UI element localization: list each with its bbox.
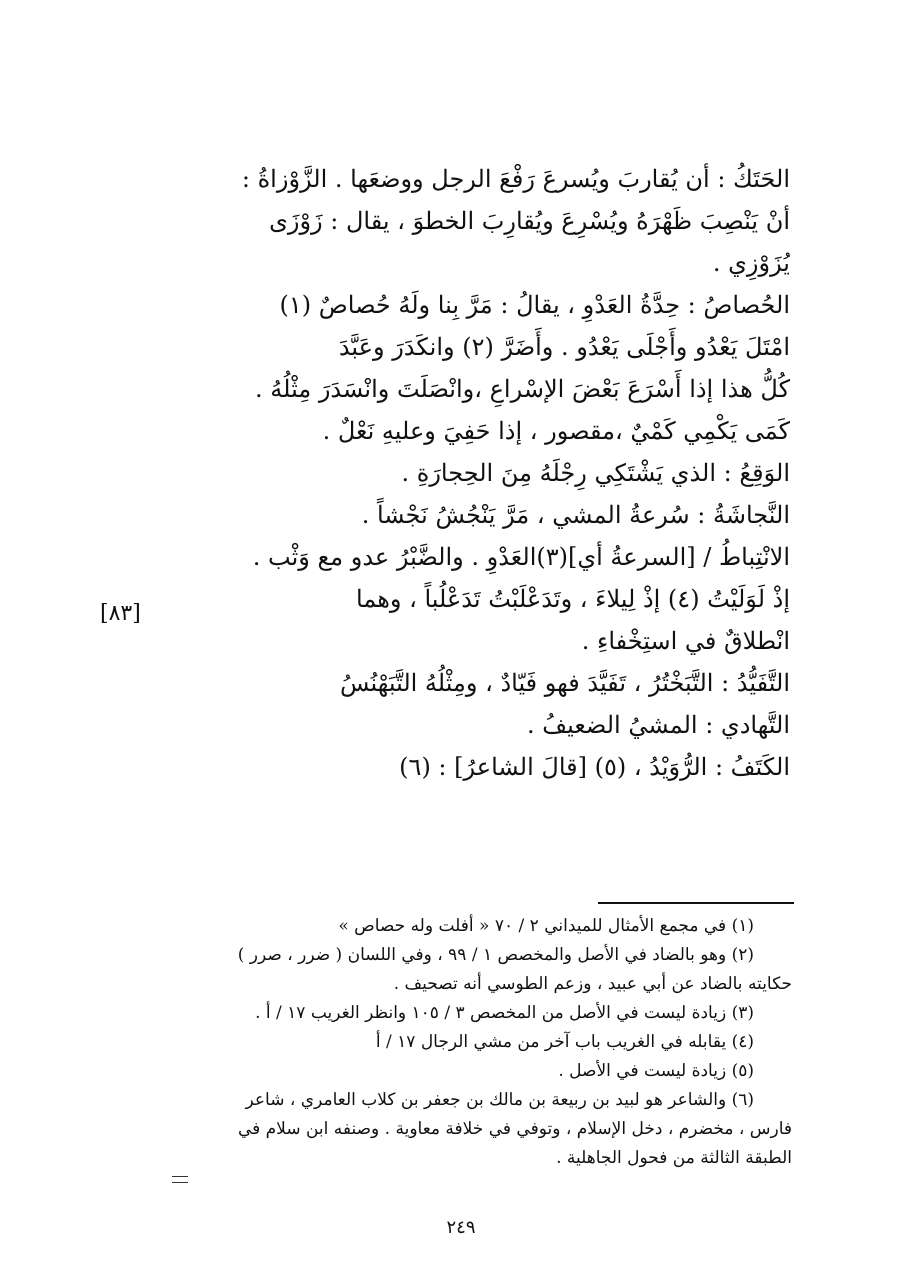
text-line: كُلُّ هذا إذا أَسْرَعَ بَعْضَ الإسْراعِ ،وانْصَلَتَ وانْسَدَرَ مِثْلُهُ . — [255, 375, 790, 403]
text-line: التَّهادي : المشيُ الضعيفُ . — [526, 711, 790, 739]
manuscript-folio-marker: [٨٣] — [100, 601, 141, 626]
text-line: الحَتَكُ : أن يُقاربَ ويُسرعَ رَفْعَ الرجل ووضعَها . الزَّوْزاةُ : — [241, 165, 790, 193]
text-line: يُزَوْزِي . — [712, 249, 790, 277]
text-line: أنْ يَنْصِبَ ظَهْرَهُ ويُسْرِعَ ويُقارِبَ الخطوَ ، يقال : زَوْزَى — [269, 207, 790, 235]
footnote: (٦) والشاعر هو لبيد بن ربيعة بن مالك بن جعفر بن كلاب العامري ، شاعر — [245, 1090, 754, 1110]
main-text-block — [175, 158, 790, 788]
footnote-continuation: فارس ، مخضرم ، دخل الإسلام ، وتوفي في خلافة معاوية . وصنفه ابن سلام في — [237, 1119, 792, 1139]
footnotes-block — [172, 912, 792, 1173]
text-line: الحُصاصُ : حِدَّةُ العَدْوِ ، يقالُ : مَرَّ بِنا ولَهُ حُصاصٌ (١) — [279, 291, 790, 319]
text-line: النَّجاشَةُ : سُرعةُ المشي ، مَرَّ يَنْجُشُ نَجْشاً . — [361, 501, 790, 529]
footnote: (٢) وهو بالضاد في الأصل والمخصص ١ / ٩٩ ، وفي اللسان ( ضرر ، صرر ) — [237, 945, 754, 965]
footnote-continuation: الطبقة الثالثة من فحول الجاهلية . — [556, 1148, 792, 1168]
footnote: (٥) زيادة ليست في الأصل . — [558, 1061, 754, 1081]
footnote: (٤) يقابله في الغريب باب آخر من مشي الرجال ١٧ / أ — [375, 1032, 754, 1052]
text-line: التَّفَيُّدُ : التَّبَخْتُرُ ، تَفَيَّدَ فهو فَيّادٌ ، ومِثْلُهُ التَّبَهْنُسُ — [339, 669, 790, 697]
footnote-continuation: حكايته بالضاد عن أبي عبيد ، وزعم الطوسي أنه تصحيف . — [393, 974, 792, 994]
text-line: الانْتِباطُ / [السرعةُ أي](٣)العَدْوِ . والضَّبْرُ عدو مع وَثْب . — [252, 543, 790, 571]
text-line: كَمَى يَكْمِي كَمْيٌ ،مقصور ، إذا حَفِيَ وعليهِ نَعْلٌ . — [322, 417, 790, 445]
scan-artifact-mark — [172, 1176, 188, 1183]
text-line: الكَتَفُ : الرُّوَيْدُ ، (٥) [قالَ الشاعرُ] : (٦) — [399, 753, 790, 781]
footnote: (١) في مجمع الأمثال للميداني ٢ / ٧٠ « أفلت وله حصاص » — [338, 916, 754, 936]
text-line: الوَقِعُ : الذي يَشْتَكِي رِجْلَهُ مِنَ الحِجارَةِ . — [401, 459, 790, 487]
footnote-separator — [598, 902, 794, 904]
text-line: امْتَلَ يَعْدُو وأَجْلَى يَعْدُو . وأَضَرَّ (٢) وانكَدَرَ وعَبَّدَ — [338, 333, 790, 361]
text-line: انْطلاقٌ في استِخْفاءِ . — [581, 627, 790, 655]
page-number: ٢٤٩ — [446, 1217, 476, 1238]
text-line: إذْ لَوَلَيْتُ (٤) إذْ لِيلاءَ ، وتَدَعْلَبْتُ تَدَعْلُباً ، وهما — [356, 585, 790, 613]
footnote: (٣) زيادة ليست في الأصل من المخصص ٣ / ١٠٥ وانظر الغريب ١٧ / أ . — [255, 1003, 754, 1023]
